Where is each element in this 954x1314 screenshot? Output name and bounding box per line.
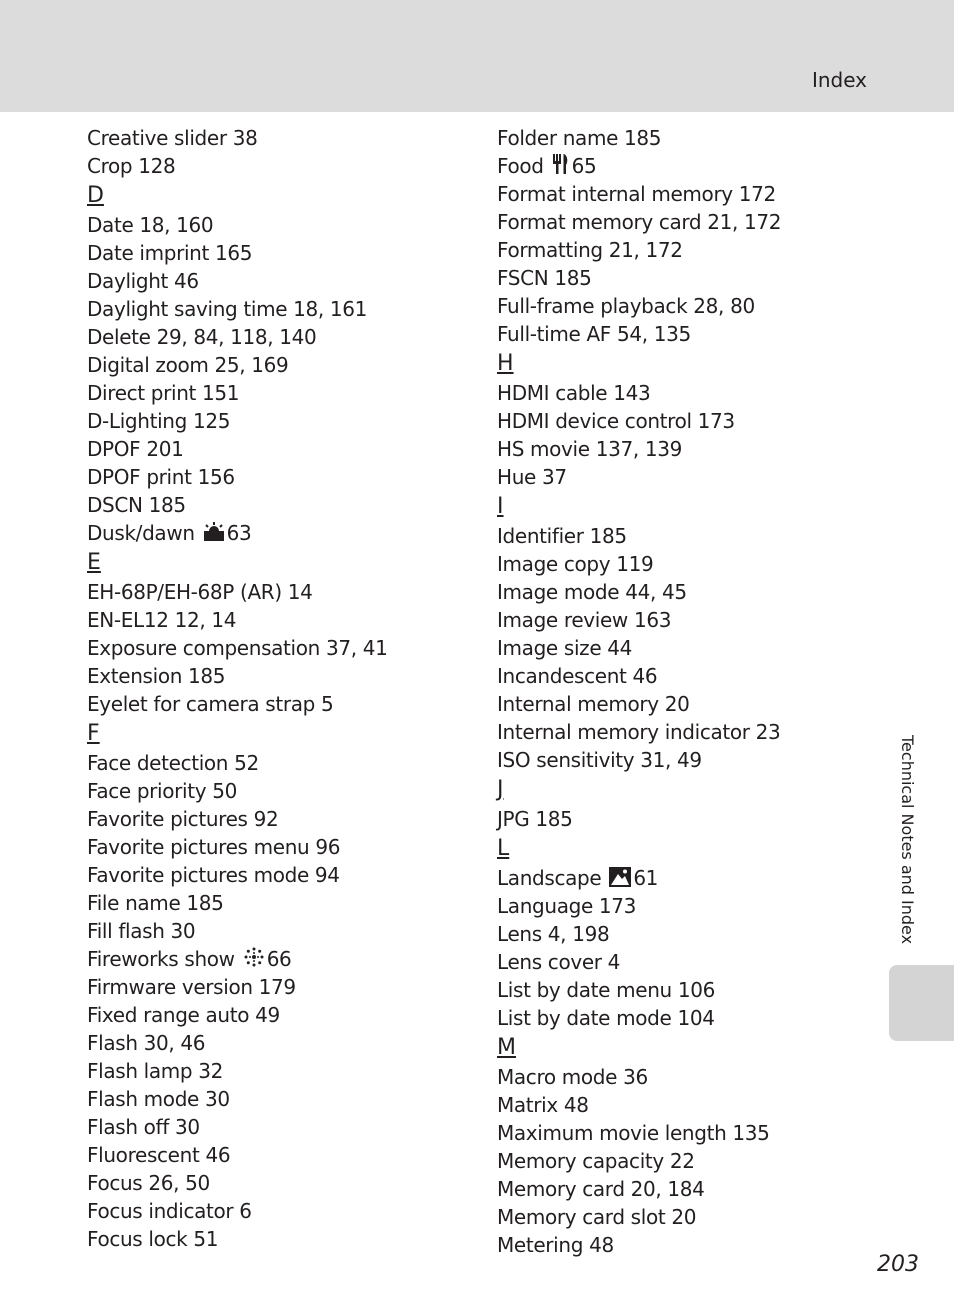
index-entry — [497, 435, 877, 463]
index-entry — [87, 973, 477, 1001]
index-entry — [87, 1141, 477, 1169]
index-entry-text: FSCN 185 — [497, 266, 592, 290]
index-entry — [87, 634, 477, 662]
index-entry-pages: 61 — [633, 866, 659, 890]
index-entry — [497, 236, 877, 264]
index-entry — [87, 435, 477, 463]
index-entry — [497, 864, 877, 892]
index-entry-text: Full-frame playback 28, 80 — [497, 294, 755, 318]
index-entry — [87, 833, 477, 861]
index-entry-text: Memory card 20, 184 — [497, 1177, 705, 1201]
index-entry-text: Firmware version 179 — [87, 975, 296, 999]
section-side-label: Technical Notes and Index — [898, 735, 917, 945]
index-entry-text: Memory capacity 22 — [497, 1149, 695, 1173]
index-entry-text: D-Lighting 125 — [87, 409, 231, 433]
index-entry-text: Matrix 48 — [497, 1093, 589, 1117]
index-entry — [497, 463, 877, 491]
index-entry-text: Flash mode 30 — [87, 1087, 230, 1111]
index-entry — [87, 690, 477, 718]
index-entry — [497, 180, 877, 208]
index-entry-text: Lens 4, 198 — [497, 922, 610, 946]
food-icon — [552, 153, 570, 182]
index-entry — [87, 491, 477, 519]
index-entry-text: Metering 48 — [497, 1233, 614, 1257]
index-entry-text: Internal memory 20 — [497, 692, 690, 716]
index-entry-pages: 63 — [226, 521, 252, 545]
index-entry-text: Memory card slot 20 — [497, 1205, 697, 1229]
index-entry — [87, 463, 477, 491]
index-entry — [497, 690, 877, 718]
index-entry-text: Daylight saving time 18, 161 — [87, 297, 368, 321]
index-entry — [497, 1091, 877, 1119]
index-entry — [87, 1197, 477, 1225]
index-entry-text: Dusk/dawn — [87, 521, 195, 545]
index-entry-text: Landscape — [497, 866, 602, 890]
index-entry — [87, 1001, 477, 1029]
index-entry-text: Identifier 185 — [497, 524, 627, 548]
index-entry — [497, 1203, 877, 1231]
index-entry-text: Full-time AF 54, 135 — [497, 322, 691, 346]
index-entry-text: Focus lock 51 — [87, 1227, 219, 1251]
page-number: 203 — [877, 1252, 919, 1277]
index-entry — [497, 124, 877, 152]
index-letter-f: F — [87, 721, 100, 746]
index-letter-i: I — [497, 494, 504, 519]
index-entry-text: Image size 44 — [497, 636, 633, 660]
index-entry-text: Internal memory indicator 23 — [497, 720, 781, 744]
index-entry — [87, 1169, 477, 1197]
index-entry — [497, 1063, 877, 1091]
index-entry — [497, 892, 877, 920]
index-entry-text: DSCN 185 — [87, 493, 186, 517]
index-entry-text: Focus 26, 50 — [87, 1171, 210, 1195]
index-entry-text: Exposure compensation 37, 41 — [87, 636, 388, 660]
index-entry-text: Date imprint 165 — [87, 241, 253, 265]
page-header — [0, 0, 954, 112]
index-entry-text: HDMI device control 173 — [497, 409, 735, 433]
index-letter-m: M — [497, 1035, 516, 1060]
index-entry-text: Format internal memory 172 — [497, 182, 776, 206]
index-entry — [497, 1231, 877, 1259]
index-entry — [497, 662, 877, 690]
index-entry — [497, 948, 877, 976]
index-entry — [497, 264, 877, 292]
index-entry-text: Crop 128 — [87, 154, 176, 178]
index-entry-text: ISO sensitivity 31, 49 — [497, 748, 702, 772]
index-entry — [497, 976, 877, 1004]
index-entry-text: EN-EL12 12, 14 — [87, 608, 237, 632]
index-entry — [87, 124, 477, 152]
index-entry-text: EH-68P/EH-68P (AR) 14 — [87, 580, 313, 604]
index-entry-text: Direct print 151 — [87, 381, 240, 405]
index-entry — [497, 746, 877, 774]
index-entry-text: Favorite pictures menu 96 — [87, 835, 341, 859]
index-entry-text: Hue 37 — [497, 465, 567, 489]
index-entry — [497, 578, 877, 606]
index-entry — [497, 1004, 877, 1032]
index-entry — [497, 634, 877, 662]
index-entry-text: Face priority 50 — [87, 779, 237, 803]
index-entry — [497, 522, 877, 550]
index-entry — [497, 379, 877, 407]
index-entry — [497, 208, 877, 236]
index-entry — [497, 152, 877, 180]
index-entry-text: JPG 185 — [497, 807, 573, 831]
index-entry — [497, 1119, 877, 1147]
index-entry-pages: 65 — [571, 154, 597, 178]
index-entry-text: Maximum movie length 135 — [497, 1121, 770, 1145]
index-entry-text: Favorite pictures 92 — [87, 807, 279, 831]
index-entry — [497, 550, 877, 578]
index-entry-text: Incandescent 46 — [497, 664, 658, 688]
index-column-right — [497, 124, 877, 1259]
index-entry — [87, 861, 477, 889]
index-entry-text: List by date menu 106 — [497, 978, 715, 1002]
index-entry — [87, 1057, 477, 1085]
index-entry-pages: 66 — [266, 947, 292, 971]
index-entry — [87, 1225, 477, 1253]
index-entry — [87, 239, 477, 267]
index-entry — [87, 1085, 477, 1113]
index-letter-l: L — [497, 836, 510, 861]
index-entry — [87, 519, 477, 547]
index-entry-text: HS movie 137, 139 — [497, 437, 682, 461]
index-entry — [87, 606, 477, 634]
index-entry-text: File name 185 — [87, 891, 224, 915]
fireworks-icon — [243, 946, 265, 975]
index-entry-text: Eyelet for camera strap 5 — [87, 692, 334, 716]
index-entry — [87, 777, 477, 805]
index-entry — [497, 292, 877, 320]
index-entry-text: Date 18, 160 — [87, 213, 214, 237]
index-letter-h: H — [497, 351, 514, 376]
index-entry-text: Flash off 30 — [87, 1115, 200, 1139]
index-column-left — [87, 124, 477, 1253]
index-entry — [87, 407, 477, 435]
index-letter-d: D — [87, 183, 104, 208]
section-thumb-tab — [889, 965, 954, 1041]
index-entry-text: Image mode 44, 45 — [497, 580, 687, 604]
index-entry — [87, 379, 477, 407]
index-entry — [87, 578, 477, 606]
index-entry-text: Extension 185 — [87, 664, 226, 688]
index-entry — [497, 320, 877, 348]
index-entry — [87, 323, 477, 351]
index-letter-e: E — [87, 550, 101, 575]
index-entry-text: Fluorescent 46 — [87, 1143, 231, 1167]
index-entry — [87, 295, 477, 323]
index-entry-text: Creative slider 38 — [87, 126, 258, 150]
index-entry-text: Focus indicator 6 — [87, 1199, 252, 1223]
index-entry — [497, 1147, 877, 1175]
index-entry-text: Language 173 — [497, 894, 637, 918]
index-entry-text: Digital zoom 25, 169 — [87, 353, 289, 377]
index-entry-text: Fireworks show — [87, 947, 235, 971]
landscape-icon — [609, 866, 631, 894]
index-entry — [87, 1113, 477, 1141]
index-entry-text: Daylight 46 — [87, 269, 199, 293]
index-entry-text: Macro mode 36 — [497, 1065, 648, 1089]
index-entry-text: DPOF 201 — [87, 437, 184, 461]
header-title: Index — [811, 68, 867, 92]
index-entry-text: Favorite pictures mode 94 — [87, 863, 340, 887]
index-entry-text: Flash 30, 46 — [87, 1031, 206, 1055]
index-entry-text: DPOF print 156 — [87, 465, 235, 489]
index-entry — [87, 917, 477, 945]
index-entry-text: Image copy 119 — [497, 552, 654, 576]
index-entry — [497, 920, 877, 948]
index-entry-text: Image review 163 — [497, 608, 672, 632]
index-entry — [87, 805, 477, 833]
index-entry — [497, 407, 877, 435]
index-entry-text: Flash lamp 32 — [87, 1059, 224, 1083]
index-entry — [497, 1175, 877, 1203]
index-entry-text: Face detection 52 — [87, 751, 259, 775]
dusk-dawn-icon — [203, 521, 225, 549]
index-entry-text: Food — [497, 154, 544, 178]
index-entry-text: Fill flash 30 — [87, 919, 196, 943]
index-entry — [87, 749, 477, 777]
index-entry — [497, 718, 877, 746]
index-letter-j: J — [497, 777, 504, 802]
index-entry — [497, 606, 877, 634]
index-entry — [87, 1029, 477, 1057]
index-entry-text: List by date mode 104 — [497, 1006, 715, 1030]
index-entry-text: Folder name 185 — [497, 126, 662, 150]
index-entry — [87, 152, 477, 180]
index-entry-text: Fixed range auto 49 — [87, 1003, 280, 1027]
index-entry — [87, 267, 477, 295]
index-entry — [87, 351, 477, 379]
index-entry-text: Lens cover 4 — [497, 950, 621, 974]
index-entry-text: HDMI cable 143 — [497, 381, 651, 405]
index-entry — [87, 662, 477, 690]
index-entry-text: Formatting 21, 172 — [497, 238, 683, 262]
index-entry — [87, 945, 477, 973]
index-entry — [87, 211, 477, 239]
index-entry — [497, 805, 877, 833]
index-entry — [87, 889, 477, 917]
index-entry-text: Format memory card 21, 172 — [497, 210, 782, 234]
index-entry-text: Delete 29, 84, 118, 140 — [87, 325, 317, 349]
